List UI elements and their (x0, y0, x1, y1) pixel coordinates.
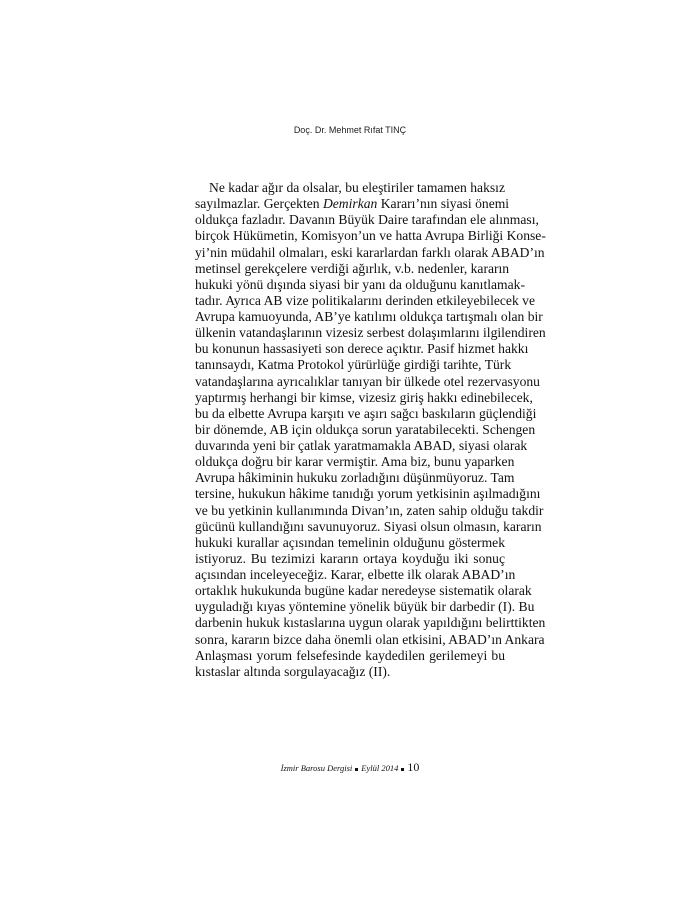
text-line: Ne kadar ağır da olsalar, bu eleştiriler tamamen haksız (209, 180, 505, 195)
text-line: birçok Hükümetin, Komisyon’un ve hatta Avrupa Birliği Konse- (195, 228, 546, 244)
text-line: Anlaşması yorum felsefesinde kaydedilen gerilemeyi bu (195, 647, 505, 663)
text-line: darbenin hukuk kıstaslarına uygun olarak yapıldığını belirttikten (195, 615, 546, 631)
italic-case-name: Demirkan (322, 196, 378, 212)
text-line: açısından inceleyeceğiz. Karar, elbette ilk olarak ABAD’ın (195, 567, 516, 582)
text-line: sonra, kararın bizce daha önemli olan etkisini, ABAD’ın Ankara (195, 631, 545, 647)
text-line: ortaklık hukukunda bugüne kadar neredeyse sistematik olarak (195, 583, 532, 599)
footer-journal-name: İzmir Barosu Dergisi (280, 763, 353, 773)
text-line: uyguladığı kıyas yöntemine yönelik büyük bir darbedir (I). Bu (195, 599, 535, 615)
page-footer (0, 760, 700, 775)
text-line: oldukça fazladır. Davanın Büyük Daire tarafından ele alınması, (195, 212, 539, 228)
footer-issue: Eylül 2014 (361, 763, 399, 773)
text-line (195, 196, 510, 212)
text-line: vatandaşlarına ayrıcalıklar tanıyan bir ülkede otel rezervasyonu (195, 373, 540, 389)
text-line: duvarında yeni bir çatlak yaratmamakla ABAD, siyasi olarak (195, 438, 528, 453)
text-line: gücünü kullandığını savunuyoruz. Siyasi olsun olmasın, kararın (195, 518, 542, 534)
text-segment: Kararı’nın siyasi önemi (377, 196, 510, 212)
text-line: bu da elbette Avrupa karşıtı ve aşırı sağcı baskıların güçlendiği (195, 405, 537, 421)
text-line: istiyoruz. Bu tezimizi kararın ortaya koyduğu iki sonuç (195, 550, 505, 566)
body-paragraph (195, 180, 546, 680)
text-line: kıstaslar altında sorgulayacağız (II). (195, 663, 391, 679)
text-line: bir dönemde, AB için oldukça sorun yaratabilecekti. Schengen (195, 421, 536, 437)
separator-bullet (401, 768, 404, 771)
text-line: Avrupa kamuoyunda, AB’ye katılımı oldukça tartışmalı olan bir (195, 309, 543, 324)
text-line: ülkenin vatandaşlarının vizesiz serbest dolaşımlarını ilgilendiren (195, 325, 546, 341)
text-line: ve bu yetkinin kullanımında Divan’ın, zaten sahip olduğu takdir (195, 502, 544, 518)
page-number: 10 (407, 760, 420, 774)
text-line: tanınsaydı, Katma Protokol yürürlüğe girdiği tarihte, Türk (195, 357, 512, 373)
text-line: hukuki kurallar açısından temelinin olduğunu göstermek (195, 534, 505, 550)
text-line: yi’nin müdahil olmaları, eski kararlardan farklı olarak ABAD’ın (195, 244, 545, 260)
text-line: tersine, hukukun hâkime tanıdığı yorum yetkisinin aşılmadığını (195, 486, 541, 502)
text-line: metinsel gerekçelere verdiği ağırlık, v.b. nedenler, kararın (195, 260, 510, 276)
text-line: Avrupa hâkiminin hukuku zorladığını düşünmüyoruz. Tam (195, 470, 515, 486)
separator-bullet (355, 768, 358, 771)
running-header-author: Doç. Dr. Mehmet Rıfat TINÇ (293, 125, 407, 135)
text-segment: sayılmazlar. Gerçekten (195, 196, 323, 212)
text-line: hukuki yönü dışında siyasi bir yanı da olduğunu kanıtlamak- (195, 276, 525, 292)
text-line: yaptırmış herhangi bir kimse, vizesiz giriş hakkı edinebilecek, (195, 389, 533, 405)
text-line: tadır. Ayrıca AB vize politikalarını derinden etkileyebilecek ve (195, 292, 535, 308)
text-line: bu konunun hassasiyeti son derece açıktır. Pasif hizmet hakkı (195, 341, 529, 357)
text-line: oldukça doğru bir karar vermiştir. Ama biz, bunu yaparken (195, 454, 515, 470)
